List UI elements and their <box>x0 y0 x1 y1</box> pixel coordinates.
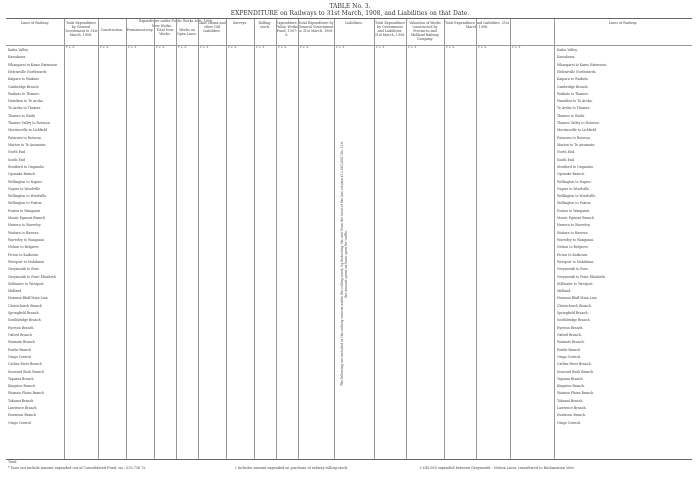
unit-marker: £ s. d. <box>156 45 166 49</box>
unit-marker: £ s. d. <box>336 45 346 49</box>
unit-marker: £ s. d. <box>178 45 188 49</box>
row-label: Cambridge Branch. <box>557 84 589 89</box>
row-label: Napier to Woodville <box>8 186 41 191</box>
row-label: Stratford to Ongaruhe <box>8 164 45 169</box>
column-header: Lines of Railway. <box>20 21 50 25</box>
row-label: Otago Central. <box>557 354 581 359</box>
row-label: Wellington to Woodville. <box>557 194 597 199</box>
row-label: Hurunui-Bluff Main Line <box>8 296 48 301</box>
row-label: Waimate Branch <box>8 340 35 345</box>
row-label: Marton to Te Awamutu: <box>8 143 47 147</box>
column-rule <box>154 19 155 459</box>
row-label: Putaruru to Rotorua. <box>557 135 591 140</box>
unit-marker: £ s. d. <box>408 45 418 49</box>
unit-marker: £ s. d. <box>100 45 110 49</box>
column-header: Surveys. <box>232 21 248 25</box>
footnote-3: ‡ £45,655 expended between Greymouth - Nelson Lines; transferred to Reclamation Vote. <box>420 466 575 470</box>
column-header: Expenditure under Public Works Acts, 1908. <box>138 19 214 23</box>
vertical-note: The following are included in the railway returns under the rolling stock, by deducting the cost from the total of the last column £12,063,694 18s. 11d. the amount spent on lines open for traffic. <box>340 141 348 387</box>
row-label: Whangarei to Kamo Extension <box>8 62 58 67</box>
row-label: Waimea Plains Branch. <box>557 391 595 396</box>
row-label: Opunake Branch. <box>557 172 586 177</box>
column-header: Total Expenditure and Liabilities, 31st March, 1908. <box>444 21 510 29</box>
row-label: Picton to Kaikoura <box>8 252 39 257</box>
column-rule <box>98 19 99 459</box>
row-label: Hawera to Waverley <box>8 223 41 228</box>
row-label: Mount Egmont Branch. <box>557 216 595 221</box>
column-header: Lines of Railway. <box>608 21 638 25</box>
column-rule <box>254 19 255 459</box>
row-label: Waverley to Wanganui. <box>557 238 595 242</box>
row-label: Wellington to Napier: <box>8 179 43 184</box>
row-label: Otago Central <box>8 354 31 359</box>
row-label: Picton to Kaikoura. <box>557 252 589 257</box>
row-label: Seaward Bush Branch <box>8 369 44 374</box>
row-label: Fairlie Branch <box>8 347 32 352</box>
row-label: Greymouth to Ross <box>8 267 39 272</box>
column-rule <box>554 19 555 459</box>
row-label: Christchurch Branch <box>8 303 42 308</box>
row-label: Otago Central. <box>557 420 581 425</box>
row-label: Napier to Woodville. <box>557 186 591 191</box>
row-label: Stillwater to Westport <box>8 281 44 286</box>
column-rule <box>444 19 445 459</box>
row-label: Waverley to Wanganui <box>8 238 45 242</box>
row-label: Fairlie Branch. <box>557 347 582 352</box>
row-label: Te Aroha to Thames. <box>557 106 591 111</box>
row-label: Wellington to Foxton. <box>557 201 592 206</box>
row-label: Marton to Te Awamutu: <box>557 143 596 147</box>
row-label: Eyreton Branch. <box>557 325 584 330</box>
row-label: North End. <box>557 150 576 155</box>
row-label: Waikato to Thames: <box>8 91 40 96</box>
row-label: Otago Central <box>8 420 31 425</box>
row-label: Kingston Branch. <box>557 384 586 389</box>
column-rule <box>64 19 65 459</box>
row-label: Duntroon Branch <box>8 413 37 418</box>
unit-marker: £ s. d. <box>228 45 238 49</box>
column-rule <box>298 19 299 459</box>
row-label: Stillwater to Westport. <box>557 281 594 286</box>
row-label: South End <box>8 157 25 162</box>
row-label: Helensville Northwards <box>8 69 47 74</box>
row-label: Hurunui-Bluff Main Line. <box>557 296 598 301</box>
row-label: Thames Valley to Rotorua: <box>8 121 51 126</box>
row-label: Kaihu Valley <box>8 48 29 52</box>
row-label: South End. <box>557 157 575 162</box>
row-label: Kaihu Valley. <box>557 48 578 52</box>
column-rule <box>276 19 277 459</box>
unit-marker: £ s. d. <box>512 45 522 49</box>
row-label: Waimea Plains Branch <box>8 391 45 396</box>
row-label: Hamilton to Te Aroha <box>8 99 43 104</box>
row-label: Wellington to Napier: <box>557 179 592 184</box>
row-label: Oxford Branch. <box>557 333 582 337</box>
column-rule <box>406 19 407 459</box>
row-label: Oxford Branch <box>8 333 32 337</box>
unit-marker: £ s. d. <box>128 45 138 49</box>
column-header: Total Expenditure by General Government to 31st March, 1908. <box>298 21 334 33</box>
unit-marker: £ s. d. <box>200 45 210 49</box>
expenditure-table <box>6 18 692 460</box>
row-label: Waitara to Hawera. <box>557 230 589 235</box>
row-label: Tapanui Branch <box>8 376 34 381</box>
unit-marker: £ s. d. <box>446 45 456 49</box>
column-header: Total Expenditure by Government and Liabilities, 31st March, 1908. <box>374 21 406 37</box>
row-label: Lawrence Branch <box>8 406 37 411</box>
row-label: Kawakawa <box>8 55 26 60</box>
row-label: Kawakawa. <box>557 55 576 60</box>
row-label: Waimate Branch. <box>557 340 585 345</box>
column-header: Construction. <box>100 28 124 32</box>
column-header: Liabilities. <box>345 21 363 25</box>
table-title: EXPENDITURE on Railways to 31st March, 1908, and Liabilities on that Date. <box>230 10 470 17</box>
row-label: Duntroon Branch. <box>557 413 587 418</box>
row-label: Tokanui Branch. <box>557 398 584 403</box>
row-label: Catlins River Branch <box>8 362 42 367</box>
column-header: Works on Open Lines. <box>177 28 197 36</box>
row-label: Westport to Mokihinui <box>8 259 45 264</box>
column-rule <box>334 19 335 459</box>
row-label: Westport to Mokihinui. <box>557 259 595 264</box>
row-label: Morrinsville to Lichfield <box>8 128 47 133</box>
column-rule <box>226 19 227 459</box>
row-label: Hamilton to Te Aroha. <box>557 99 593 104</box>
column-header: Permanent-way. <box>126 28 154 32</box>
row-label: Thames Valley to Rotorua: <box>557 121 600 126</box>
row-label: Waikato to Thames: <box>557 91 589 96</box>
row-label: Tapanui Branch. <box>557 376 584 381</box>
row-label: Wellington to Foxton <box>8 201 42 206</box>
row-label: Kaipara to Waikato. <box>557 77 589 82</box>
row-label: Thames to Waihi. <box>557 113 585 118</box>
row-label: Helensville Northwards. <box>557 69 597 74</box>
unit-marker: £ s. d. <box>256 45 266 49</box>
row-label: Thames to Waihi <box>8 113 35 118</box>
column-rule <box>374 19 375 459</box>
unit-marker: £ s. d. <box>478 45 488 49</box>
row-label: Kaipara to Waikato <box>8 77 39 82</box>
column-header: Land claims and other Old Liabilities. <box>198 21 226 33</box>
row-label: Nelson to Belgrove. <box>557 245 589 250</box>
column-header: Valuation of Works constructed by Provinces and Midland Railway Company. <box>409 21 441 41</box>
row-label: Greymouth to Point Elizabeth <box>8 274 56 279</box>
row-label: Springfield Branch. <box>557 311 589 316</box>
row-label: Morrinsville to Lichfield. <box>557 128 597 133</box>
column-header: Expenditure, Public Works Fund, 1907-8. <box>276 21 298 37</box>
column-header: New Works. <box>151 24 173 28</box>
column-rule <box>126 19 127 459</box>
footnote-2: † Includes amount expended on purchase of railway rolling-stock. <box>235 466 349 470</box>
row-label: Springfield Branch <box>8 311 39 316</box>
column-header: Rolling-stock. <box>258 21 272 29</box>
row-label: Seaward Bush Branch. <box>557 369 594 374</box>
row-label: Kingston Branch <box>8 384 36 389</box>
row-label: Southbridge Branch <box>8 318 41 323</box>
row-label: Te Aroha to Thames <box>8 106 41 111</box>
row-label: Foxton to Wanganui. <box>557 208 591 213</box>
row-label: Greymouth to Ross. <box>557 267 589 272</box>
unit-marker: £ s. d. <box>66 45 76 49</box>
row-label: Opunake Branch <box>8 172 36 177</box>
column-rule <box>176 19 177 459</box>
column-header: Total New Works. <box>156 28 174 36</box>
row-label: Putaruru to Rotorua <box>8 135 41 140</box>
column-rule <box>198 19 199 459</box>
row-label: Waitara to Hawera <box>8 230 39 235</box>
row-label: Mount Egmont Branch <box>8 216 45 221</box>
row-label: Southbridge Branch. <box>557 318 591 323</box>
column-header: Total Expenditure by General Government to 31st March, 1908. <box>64 21 98 37</box>
footnote-1: * Does not include amount expended out of Consolidated Fund, viz., £35,736 7s. <box>8 466 147 470</box>
row-label: Cambridge Branch <box>8 84 39 89</box>
row-label: Foxton to Wanganui <box>8 208 41 213</box>
row-label: Eyreton Branch <box>8 325 34 330</box>
row-label: Whangarei to Kamo Extension. <box>557 62 608 67</box>
column-rule <box>510 19 511 459</box>
column-rule <box>476 19 477 459</box>
row-label: Catlins River Branch. <box>557 362 592 367</box>
row-label: Greymouth to Point Elizabeth. <box>557 274 606 279</box>
total-label: Total <box>8 460 17 464</box>
unit-marker: £ s. d. <box>278 45 288 49</box>
row-label: Tokanui Branch <box>8 398 34 403</box>
row-label: Hawera to Waverley. <box>557 223 591 228</box>
row-label: Wellington to Woodville <box>8 194 47 199</box>
row-label: Stratford to Ongaruhe. <box>557 164 595 169</box>
unit-marker: £ s. d. <box>376 45 386 49</box>
row-label: Midland. <box>557 289 572 294</box>
row-label: Nelson to Belgrove <box>8 245 39 250</box>
row-label: Christchurch Branch. <box>557 303 592 308</box>
row-label: North End <box>8 150 25 155</box>
table-number: TABLE No. 3. <box>329 3 371 10</box>
unit-marker: £ s. d. <box>300 45 310 49</box>
row-label: Midland <box>8 289 22 294</box>
row-label: Lawrence Branch. <box>557 406 587 411</box>
